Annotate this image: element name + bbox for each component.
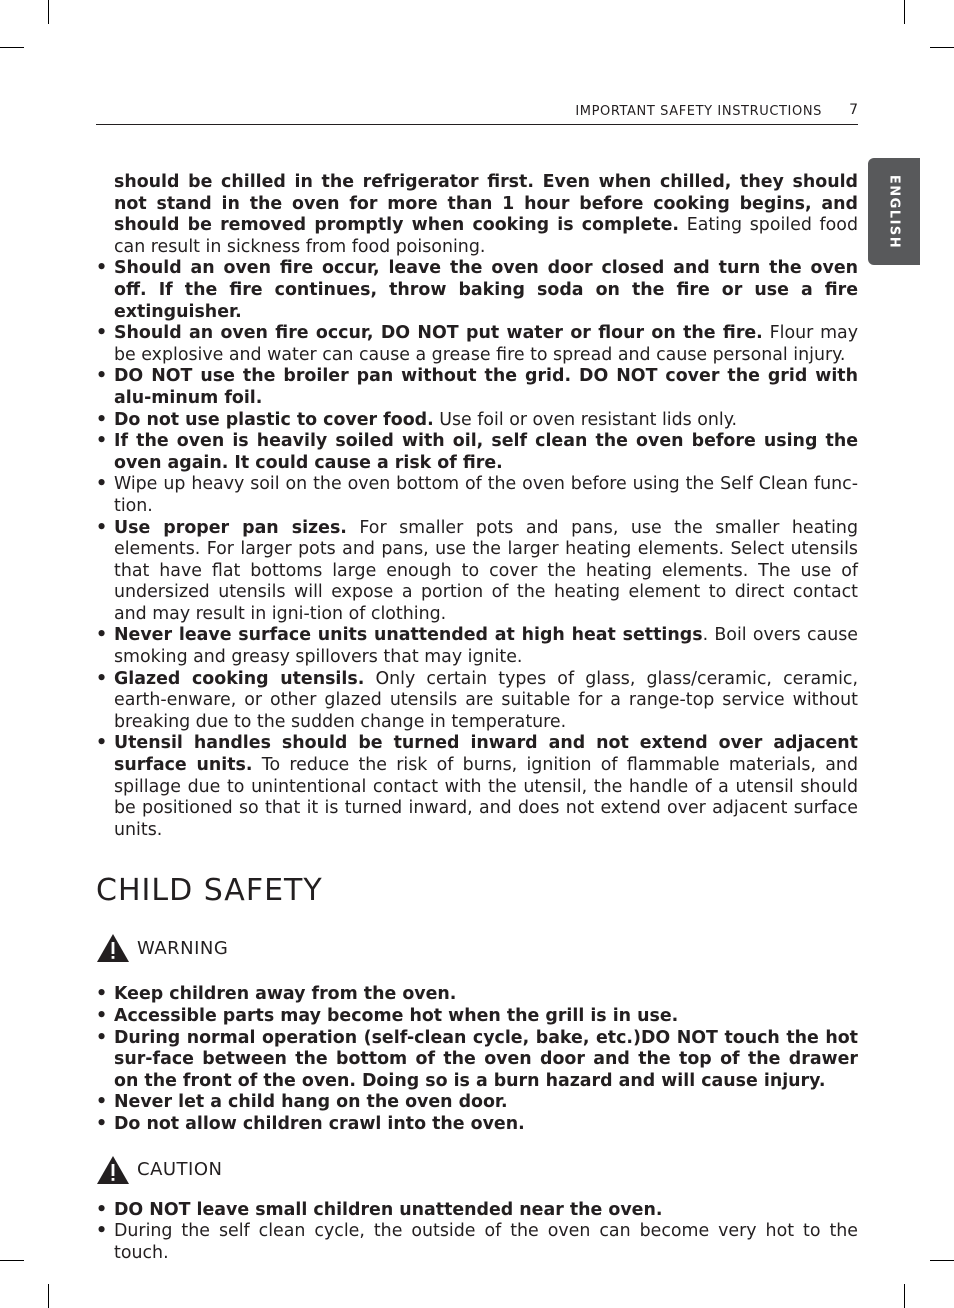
warning-bullet-list: [96, 984, 858, 1135]
warning-label: [96, 934, 858, 962]
bullet-bold: Keep children away from the oven.: [114, 984, 457, 1005]
bullet-bold: Should an oven fire occur, leave the oven door closed and turn the oven off. If the fire continues, throw baking soda on the fire or use a fire extinguisher.: [114, 258, 858, 322]
caution-label-text: CAUTION: [137, 1158, 223, 1180]
list-item: [96, 518, 858, 626]
list-item: [96, 1092, 858, 1114]
list-item: [96, 323, 858, 366]
language-tab-label: ENGLISH: [886, 174, 902, 249]
bullet-bold: Utensil handles should be turned inward and not extend over adjacent surface units.: [114, 733, 858, 776]
language-tab: [868, 158, 920, 265]
list-item: [96, 258, 858, 323]
safety-bullet-list: [96, 258, 858, 841]
crop-mark: [930, 47, 954, 48]
caution-triangle-icon: [96, 1155, 130, 1185]
bullet-text: For smaller pots and pans, use the smaller heating elements. For larger pots and pans, use the larger heating elements. Select utensils that have flat bottoms large enough to cover the heating elements. The use of undersized utensils will expose a portion of the heating element to direct contact and may result in igni-tion of clothing.: [114, 517, 858, 624]
crop-mark: [904, 1284, 905, 1308]
bullet-bold: Never leave surface units unattended at high heat settings: [114, 625, 703, 646]
bullet-bold: Do not allow children crawl into the oven.: [114, 1113, 525, 1134]
section-title-child-safety: CHILD SAFETY: [96, 873, 323, 909]
bullet-text: Only certain types of glass, glass/ceramic, ceramic, earth-enware, or other glazed utensils are suitable for a range-top service without breaking due to the sudden change in temperature.: [114, 668, 859, 732]
crop-mark: [0, 1260, 24, 1261]
caution-bullet-list: [96, 1200, 858, 1265]
header-title: IMPORTANT SAFETY INSTRUCTIONS: [575, 104, 822, 119]
list-item: [96, 474, 858, 517]
list-item: [96, 1200, 858, 1222]
list-item: [96, 669, 858, 734]
warning-triangle-icon: [96, 933, 130, 963]
list-item: [96, 1221, 858, 1264]
bullet-text: Wipe up heavy soil on the oven bottom of the oven before using the Self Clean func-tion.: [114, 474, 858, 516]
bullet-bold: Never let a child hang on the oven door.: [114, 1092, 508, 1113]
bullet-bold: Glazed cooking utensils.: [114, 668, 365, 689]
list-item: [96, 1028, 858, 1093]
running-header: [96, 104, 858, 125]
bullet-bold: DO NOT use the broiler pan without the grid. DO NOT cover the grid with alu-minum foil.: [114, 366, 858, 408]
list-item: [96, 733, 858, 841]
bullet-bold: Should an oven fire occur, DO NOT put water or flour on the fire.: [114, 323, 763, 344]
bullet-text: Use foil or oven resistant lids only.: [433, 409, 738, 430]
continued-bold: should be chilled in the refrigerator first. Even when chilled, they should not stand in the oven for more than 1 hour before cooking begins, and should be removed promptly when cooking is complete.: [114, 172, 858, 236]
crop-mark: [904, 0, 905, 24]
continued-paragraph: [96, 172, 858, 258]
bullet-bold: During normal operation (self-clean cycle, bake, etc.)DO NOT touch the hot sur-face between the bottom of the oven door and the top of the drawer on the front of the oven. Doing so is a burn hazard and will cause injury.: [114, 1027, 858, 1091]
list-item: [96, 366, 858, 409]
continued-text: Eating spoiled food can result in sickness from food poisoning.: [114, 215, 858, 257]
bullet-text: To reduce the risk of burns, ignition of flammable materials, and spillage due to unintentional contact with the utensil, the handle of a utensil should be positioned so that it is turned inward, and does not extend over adjacent surface units.: [114, 755, 858, 840]
bullet-text: Flour may be explosive and water can cause a grease fire to spread and cause personal injury.: [114, 323, 859, 365]
list-item: [96, 1006, 858, 1028]
page-number: 7: [849, 102, 858, 118]
page-body: [96, 172, 858, 1264]
bullet-bold: Accessible parts may become hot when the grill is in use.: [114, 1006, 679, 1026]
bullet-text: During the self clean cycle, the outside of the oven can become very hot to the touch.: [114, 1221, 858, 1263]
crop-mark: [930, 1260, 954, 1261]
bullet-text: . Boil overs cause smoking and greasy spillovers that may ignite.: [114, 625, 858, 668]
list-item: [96, 625, 858, 668]
list-item: [96, 984, 858, 1006]
list-item: [96, 410, 858, 432]
bullet-bold: DO NOT leave small children unattended near the oven.: [114, 1199, 663, 1220]
crop-mark: [48, 1284, 49, 1308]
crop-mark: [48, 0, 49, 24]
caution-label: [96, 1156, 858, 1184]
bullet-bold: Do not use plastic to cover food.: [114, 409, 434, 430]
warning-label-text: WARNING: [137, 937, 229, 959]
list-item: [96, 431, 858, 474]
bullet-bold: Use proper pan sizes.: [114, 517, 347, 538]
list-item: [96, 1114, 858, 1136]
crop-mark: [0, 47, 24, 48]
bullet-bold: If the oven is heavily soiled with oil, self clean the oven before using the oven again. It could cause a risk of fire.: [114, 431, 858, 473]
